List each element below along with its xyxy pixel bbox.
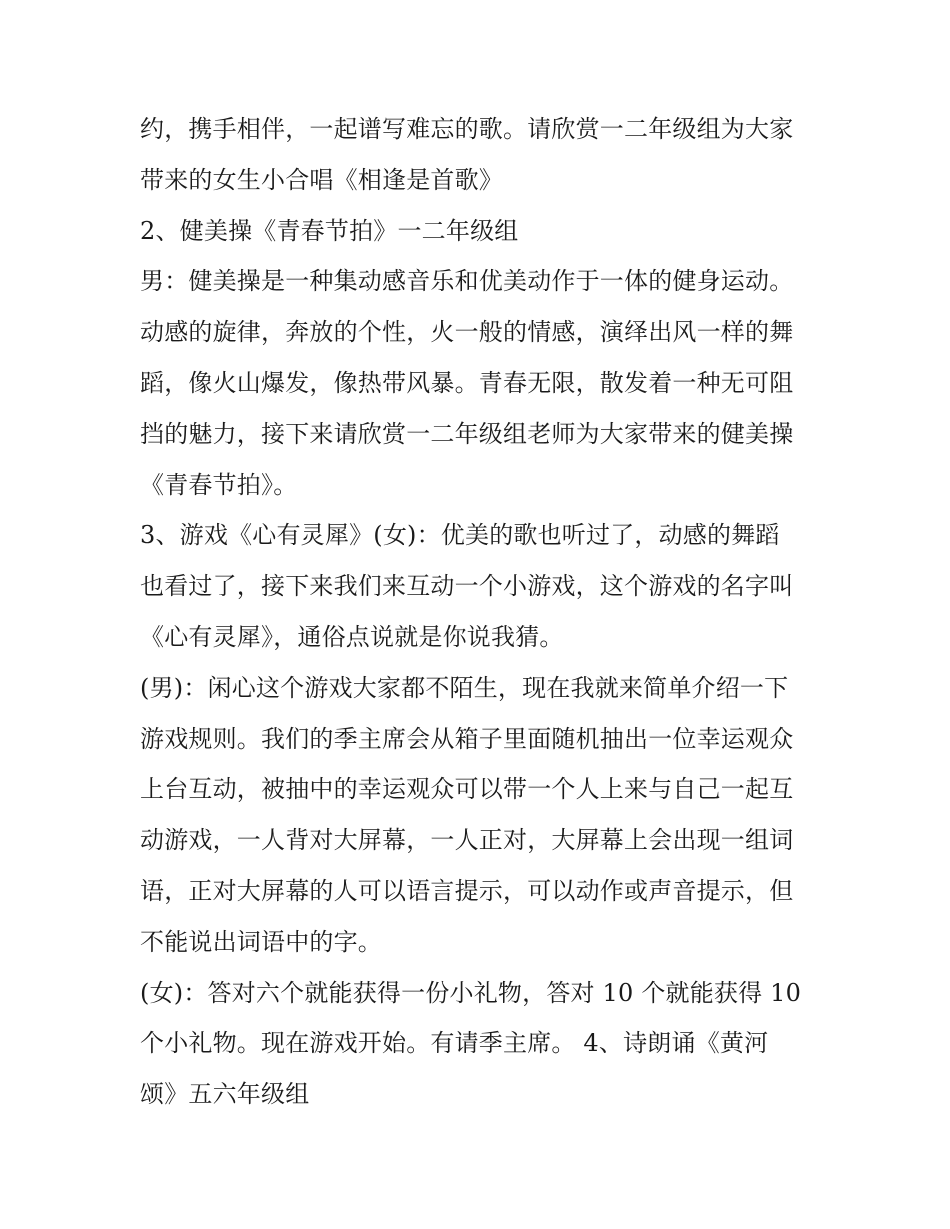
text-line: 《青春节拍》。 [140,470,298,499]
text-line: (男)：闲心这个游戏大家都不陌生，现在我就来简单介绍一下 [140,673,789,702]
document-body [140,104,820,1120]
text-line: 带来的女生小合唱《相逢是首歌》 [140,165,503,194]
text-line: 个小礼物。现在游戏开始。有请季主席。 4、诗朗诵《黄河 [140,1029,769,1058]
text-line: 约，携手相伴，一起谱写难忘的歌。请欣赏一二年级组为大家 [140,115,794,143]
text-line: 上台互动，被抽中的幸运观众可以带一个人上来与自己一起互 [140,775,794,804]
text-line: 动游戏，一人背对大屏幕，一人正对，大屏幕上会出现一组词 [140,826,794,855]
text-line: 颂》五六年级组 [140,1080,310,1109]
text-line: (女)：答对六个就能获得一份小礼物，答对 10 个就能获得 10 [140,978,802,1007]
text-line: 不能说出词语中的字。 [140,927,382,956]
section-heading: 3、游戏《心有灵犀》(女)：优美的歌也听过了，动感的舞蹈 [140,521,780,550]
text-line: 动感的旋律，奔放的个性，火一般的情感，演绎出风一样的舞 [140,318,794,347]
text-line: 语，正对大屏幕的人可以语言提示，可以动作或声音提示，但 [140,876,794,905]
text-line: 也看过了，接下来我们来互动一个小游戏，这个游戏的名字叫 [140,572,794,601]
text-line: 《心有灵犀》，通俗点说就是你说我猜。 [140,622,564,651]
text-line: 挡的魅力，接下来请欣赏一二年级组老师为大家带来的健美操 [140,419,794,448]
text-line: 男：健美操是一种集动感音乐和优美动作于一体的健身运动。 [140,267,794,296]
text-line: 蹈，像火山爆发，像热带风暴。青春无限，散发着一种无可阻 [140,368,794,397]
text-line: 游戏规则。我们的季主席会从箱子里面随机抽出一位幸运观众 [140,724,794,753]
section-heading: 2、健美操《青春节拍》一二年级组 [140,216,519,245]
